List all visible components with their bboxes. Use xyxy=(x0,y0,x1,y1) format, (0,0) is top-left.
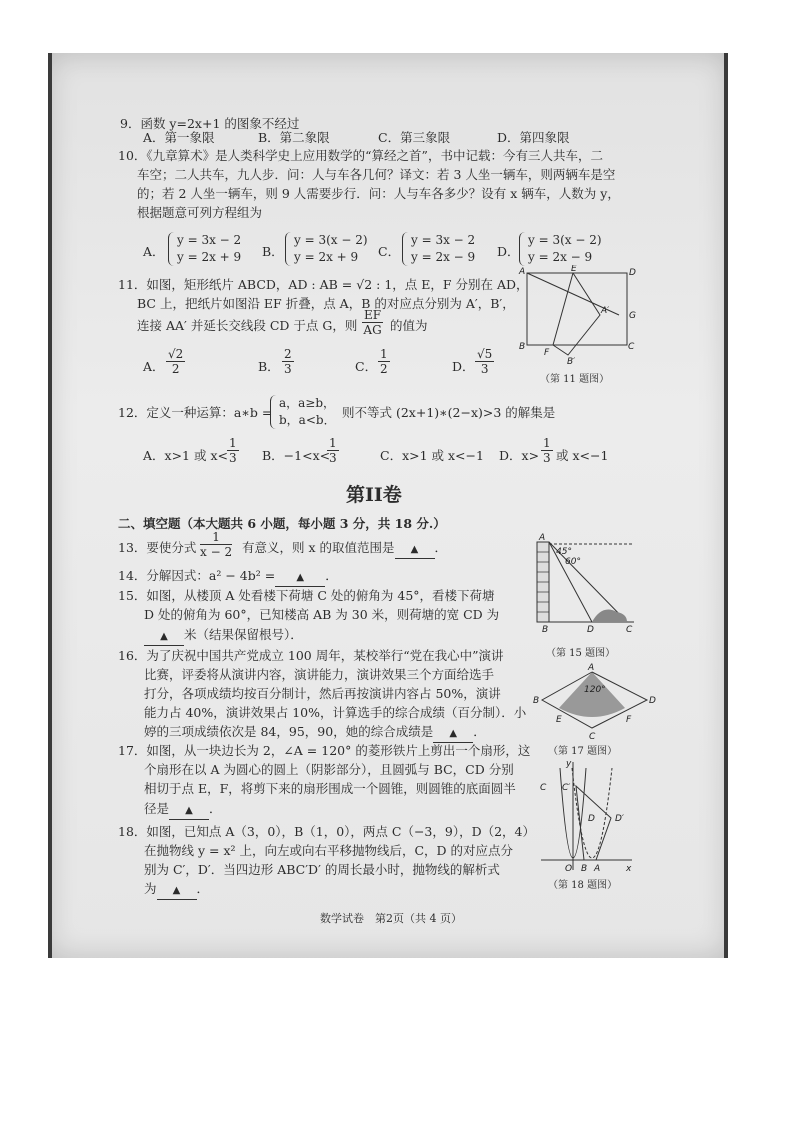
q11-line3b: 的值为 xyxy=(390,318,428,333)
q13-den: x − 2 xyxy=(200,545,233,559)
q11-folded-part xyxy=(553,273,600,355)
q11-label-g: G xyxy=(629,311,636,321)
q12-line1b: 则不等式 (2x+1)∗(2−x)>3 的解集是 xyxy=(342,405,556,420)
q14-text: 14．分解因式：a² − 4b² = xyxy=(118,568,276,583)
figure-q15 xyxy=(532,532,642,632)
q11-a-den: 2 xyxy=(171,362,180,376)
q11-ratio-num: EF xyxy=(364,308,382,322)
q17-answer-blank[interactable] xyxy=(169,801,209,820)
q16-line2: 比赛，评委将从演讲内容，演讲能力，演讲效果三个方面给选手 xyxy=(144,667,495,682)
q12-option-a: A．x>1 或 x< xyxy=(143,448,228,463)
q10-label-a: A． xyxy=(143,244,165,259)
q16-text: 婷的三项成绩依次是 84，95，90，她的综合成绩是 xyxy=(144,724,434,739)
q12-d-num: 1 xyxy=(543,436,551,450)
q10-system-a xyxy=(168,232,241,266)
q10-line3: 的；若 2 人坐一辆车，则 9 人需要步行．问：人与车各多少？设有 x 辆车，人数为 y， xyxy=(137,186,620,201)
q15-pond xyxy=(592,610,627,622)
q13-answer-blank[interactable] xyxy=(395,540,435,559)
q18-blank-marker: ▲ xyxy=(172,885,181,896)
q18-label-a: A xyxy=(594,864,601,874)
q10-b-eq2: y = 2x + 9 xyxy=(294,250,359,264)
q15-label-a: A xyxy=(539,533,546,543)
q12-b-num: 1 xyxy=(329,436,337,450)
q16-period: ． xyxy=(473,724,486,739)
q10-d-eq1: y = 3(x − 2) xyxy=(528,233,602,247)
q15-blank-marker: ▲ xyxy=(160,631,168,642)
q12-option-b: B．−1<x< xyxy=(262,448,331,463)
q14-period: ． xyxy=(325,568,338,583)
q11-label-b-prime: B′ xyxy=(567,357,576,365)
q9-option-d: D．第四象限 xyxy=(497,130,570,145)
q10-system-b xyxy=(285,232,368,266)
q17-label-b: B xyxy=(533,696,540,706)
q11-label-b: B． xyxy=(258,359,280,374)
q15-label-60: 60° xyxy=(565,557,581,567)
q10-label-b: B． xyxy=(262,244,284,259)
q18-label-x: x xyxy=(626,864,632,874)
q17-line4 xyxy=(144,801,222,820)
q12-option-d: D．x> xyxy=(499,448,540,463)
q16-line1: 16．为了庆祝中国共产党成立 100 周年，某校举行“党在我心中”演讲 xyxy=(118,648,504,663)
q11-ratio xyxy=(362,308,383,337)
q15-text: 米（结果保留根号）． xyxy=(184,627,303,642)
q11-frac-a xyxy=(166,347,185,376)
q11-label-c: C xyxy=(628,342,635,352)
q15-label-c: C xyxy=(626,625,633,632)
q18-answer-blank[interactable] xyxy=(157,881,197,900)
q13-num: 1 xyxy=(200,530,232,545)
q11-a-num: √2 xyxy=(168,347,184,361)
q12-b-den: 3 xyxy=(329,451,337,465)
q16-line5 xyxy=(144,724,486,743)
q10-c-eq1: y = 3x − 2 xyxy=(411,233,476,247)
figure-q18 xyxy=(536,758,636,876)
q18-label-d: D xyxy=(588,814,595,824)
q15-line3 xyxy=(144,627,303,646)
q9-stem: 9．函数 y=2x+1 的图象不经过 xyxy=(120,116,300,131)
part-ii-heading: 第II卷 xyxy=(346,484,402,506)
q11-d-num: √5 xyxy=(477,347,493,361)
q12-definition xyxy=(270,395,336,429)
q16-line4: 能力占 40%，演讲效果占 10%，计算选手的综合成绩（百分制）．小 xyxy=(144,705,527,720)
q14-blank-marker: ▲ xyxy=(296,572,305,583)
q17-line3: 相切于点 E，F，将剪下来的扇形围成一个圆锥，则圆锥的底面圆半 xyxy=(144,781,516,796)
q11-frac-d xyxy=(475,347,494,376)
q10-a-eq1: y = 3x − 2 xyxy=(177,233,242,247)
q17-label-f: F xyxy=(626,715,632,725)
q17-blank-marker: ▲ xyxy=(185,805,193,816)
q17-caption: （第 17 题图） xyxy=(548,746,618,757)
q18-line3: 别为 C′，D′．当四边形 ABC′D′ 的周长最小时，抛物线的解析式 xyxy=(144,862,500,877)
q12-d-den: 3 xyxy=(543,451,551,465)
q18-label-o: O xyxy=(565,864,573,874)
q15-label-d: D xyxy=(587,625,594,632)
figure-q17 xyxy=(532,662,682,742)
q18-caption: （第 18 题图） xyxy=(548,880,618,891)
q13-blank-marker: ▲ xyxy=(410,544,419,555)
q15-answer-blank[interactable] xyxy=(144,627,184,646)
q13-stem-b xyxy=(242,540,447,559)
q9-option-b: B．第二象限 xyxy=(258,130,330,145)
q14-stem xyxy=(118,568,338,587)
q17-label-a: A xyxy=(588,663,595,673)
q17-label-e: E xyxy=(556,715,562,725)
q12-case2: b，a<b． xyxy=(279,413,336,427)
q15-label-b: B xyxy=(542,625,549,632)
q11-c-num: 1 xyxy=(380,347,388,361)
q9-option-a: A．第一象限 xyxy=(143,130,215,145)
q13-text: 有意义，则 x 的取值范围是 xyxy=(242,540,395,555)
q10-line2: 车空；二人共车，九人步．问：人与车各几何？译文：若 3 人坐一辆车，则两辆车是空 xyxy=(137,167,616,182)
q17-period: ． xyxy=(209,801,222,816)
q12-frac-b xyxy=(327,436,339,465)
q11-label-b: B xyxy=(519,342,526,352)
q13-fraction xyxy=(200,530,232,559)
q11-line2: BC 上，把纸片如图沿 EF 折叠，点 A，B 的对应点分别为 A′，B′， xyxy=(137,296,515,311)
q16-line3: 打分，各项成绩均按百分制计，然后再按演讲内容占 50%，演讲 xyxy=(144,686,501,701)
q15-label-45: 45° xyxy=(556,547,572,557)
q17-line1: 17．如图，从一块边长为 2，∠A = 120° 的菱形铁片上剪出一个扇形，这 xyxy=(118,743,531,758)
q18-text: 为 xyxy=(144,881,157,896)
q17-line2: 个扇形在以 A 为圆心的圆上（阴影部分），且圆弧与 BC，CD 分别 xyxy=(144,762,514,777)
q15-line2: D 处的俯角为 60°，已知楼高 AB 为 30 米，则荷塘的宽 CD 为 xyxy=(144,607,500,622)
q11-label-a-prime: A′ xyxy=(601,306,610,316)
q11-label-a: A xyxy=(519,267,526,277)
q12-case1: a，a≥b， xyxy=(279,396,336,410)
q10-d-eq2: y = 2x − 9 xyxy=(528,250,593,264)
q11-b-den: 3 xyxy=(284,362,292,376)
q11-frac-c xyxy=(378,347,390,376)
q11-line3a: 连接 AA′ 并延长交线段 CD 于点 G，则 xyxy=(137,318,358,333)
q11-label-a: A． xyxy=(143,359,165,374)
q12-a-num: 1 xyxy=(229,436,237,450)
page-footer: 数学试卷 第2页（共 4 页） xyxy=(320,912,462,925)
q12-option-d-tail: 或 x<−1 xyxy=(556,448,609,463)
q11-d-den: 3 xyxy=(480,362,489,376)
q10-a-eq2: y = 2x + 9 xyxy=(177,250,242,264)
section-fill-blank-heading: 二、填空题（本大题共 6 小题，每小题 3 分，共 18 分.） xyxy=(118,516,446,531)
q17-label-angle: 120° xyxy=(584,685,606,695)
q18-label-y: y xyxy=(566,759,572,769)
q18-line1: 18．如图，已知点 A（3，0），B（1，0），两点 C（−3，9），D（2，4） xyxy=(118,824,535,839)
q12-frac-a xyxy=(227,436,239,465)
q12-option-c: C．x>1 或 x<−1 xyxy=(380,448,484,463)
q18-label-c-prime: C′ xyxy=(562,783,571,793)
paper-shadow-left xyxy=(48,53,52,958)
q15-caption: （第 15 题图） xyxy=(546,648,616,659)
q11-ratio-den: AG xyxy=(363,323,382,337)
q18-label-c: C xyxy=(540,783,547,793)
q10-line4: 根据题意可列方程组为 xyxy=(137,205,263,220)
q18-period: ． xyxy=(196,881,210,896)
q10-c-eq2: y = 2x − 9 xyxy=(411,250,476,264)
q14-answer-blank[interactable] xyxy=(275,568,325,587)
q11-label-d: D xyxy=(629,268,636,278)
q17-label-c: C xyxy=(589,732,596,742)
q18-line2: 在抛物线 y = x² 上，向左或向右平移抛物线后，C，D 的对应点分 xyxy=(144,843,514,858)
q10-label-c: C． xyxy=(378,244,401,259)
q12-frac-d xyxy=(541,436,553,465)
q11-label-d: D． xyxy=(452,359,475,374)
q12-a-den: 3 xyxy=(229,451,237,465)
figure-q11 xyxy=(515,265,645,365)
q11-label-f: F xyxy=(544,348,550,358)
q11-caption: （第 11 题图） xyxy=(540,374,610,385)
q11-c-den: 2 xyxy=(380,362,388,376)
paper-shadow-right xyxy=(724,53,728,958)
q11-label-e: E xyxy=(571,265,577,274)
q13-period: ． xyxy=(434,540,448,555)
q11-line1: 11．如图，矩形纸片 ABCD，AD : AB = √2 : 1，点 E，F 分别在 AD， xyxy=(118,277,529,292)
q11-rect-abcd xyxy=(527,273,627,345)
q9-option-c: C．第三象限 xyxy=(378,130,451,145)
q10-line1: 10．《九章算术》是人类科学史上应用数学的“算经之首”，书中记载：今有三人共车，二 xyxy=(118,148,603,163)
q11-frac-b xyxy=(282,347,294,376)
q17-label-d: D xyxy=(649,696,656,706)
q15-line1: 15．如图，从楼顶 A 处看楼下荷塘 C 处的俯角为 45°，看楼下荷塘 xyxy=(118,588,495,603)
q18-label-d-prime: D′ xyxy=(615,814,624,824)
q11-b-num: 2 xyxy=(284,347,292,361)
q10-b-eq1: y = 3(x − 2) xyxy=(294,233,368,247)
q16-blank-marker: ▲ xyxy=(449,728,458,739)
q11-line-ef xyxy=(553,273,573,345)
q10-system-d xyxy=(519,232,602,266)
q10-label-d: D． xyxy=(497,244,520,259)
q13-stem-a: 13．要使分式 xyxy=(118,540,197,555)
q10-system-c xyxy=(402,232,475,266)
q16-answer-blank[interactable] xyxy=(433,724,473,743)
q12-line1a: 12．定义一种运算：a∗b = xyxy=(118,405,273,420)
q18-label-b: B xyxy=(581,864,588,874)
q11-label-c: C． xyxy=(355,359,378,374)
q17-text: 径是 xyxy=(144,801,170,816)
q18-line4 xyxy=(144,881,209,900)
